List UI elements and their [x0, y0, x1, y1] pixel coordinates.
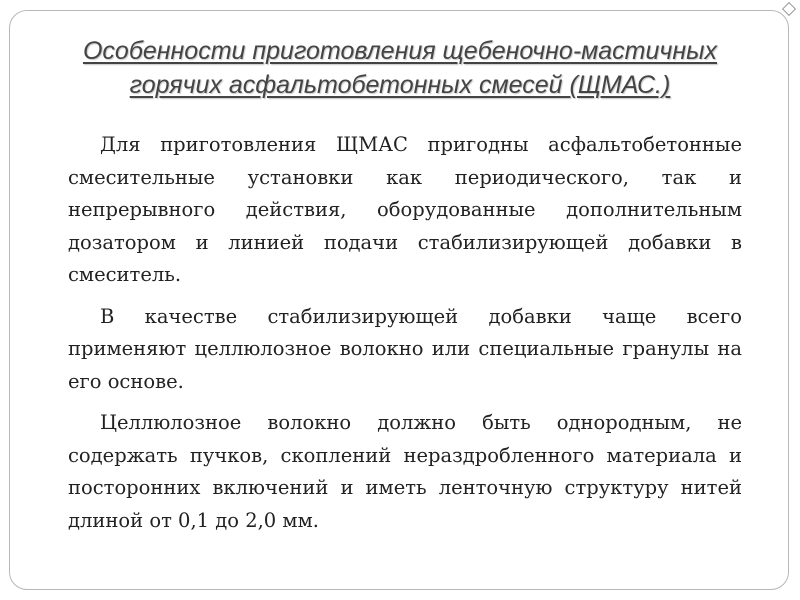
slide-title: [0, 34, 800, 102]
title-line-2: горячих асфальтобетонных смесей (ЩМАС.): [129, 71, 671, 99]
paragraph-fiber-requirements: Целлюлозное волокно должно быть однородным, не содержать пучков, скоплений нераздробленного материала и посторонних включений и иметь ленточную структуру нитей длиной от 0,1 до 2,0 мм.: [68, 411, 742, 532]
title-line-1: Особенности приготовления щебеночно-мастичных: [82, 37, 718, 65]
corner-diamond-decoration: [782, 2, 796, 16]
paragraph-equipment: Для приготовления ЩМАС пригодны асфальтобетонные смесительные установки как периодического, так и непрерывного действия, оборудованные дополнительным дозатором и линией подачи стабилизирующей добавки в смеситель.: [68, 133, 742, 286]
slide-body: [68, 129, 742, 546]
paragraph-stabilizer: В качестве стабилизирующей добавки чаще всего применяют целлюлозное волокно или специальные гранулы на его основе.: [68, 304, 742, 393]
